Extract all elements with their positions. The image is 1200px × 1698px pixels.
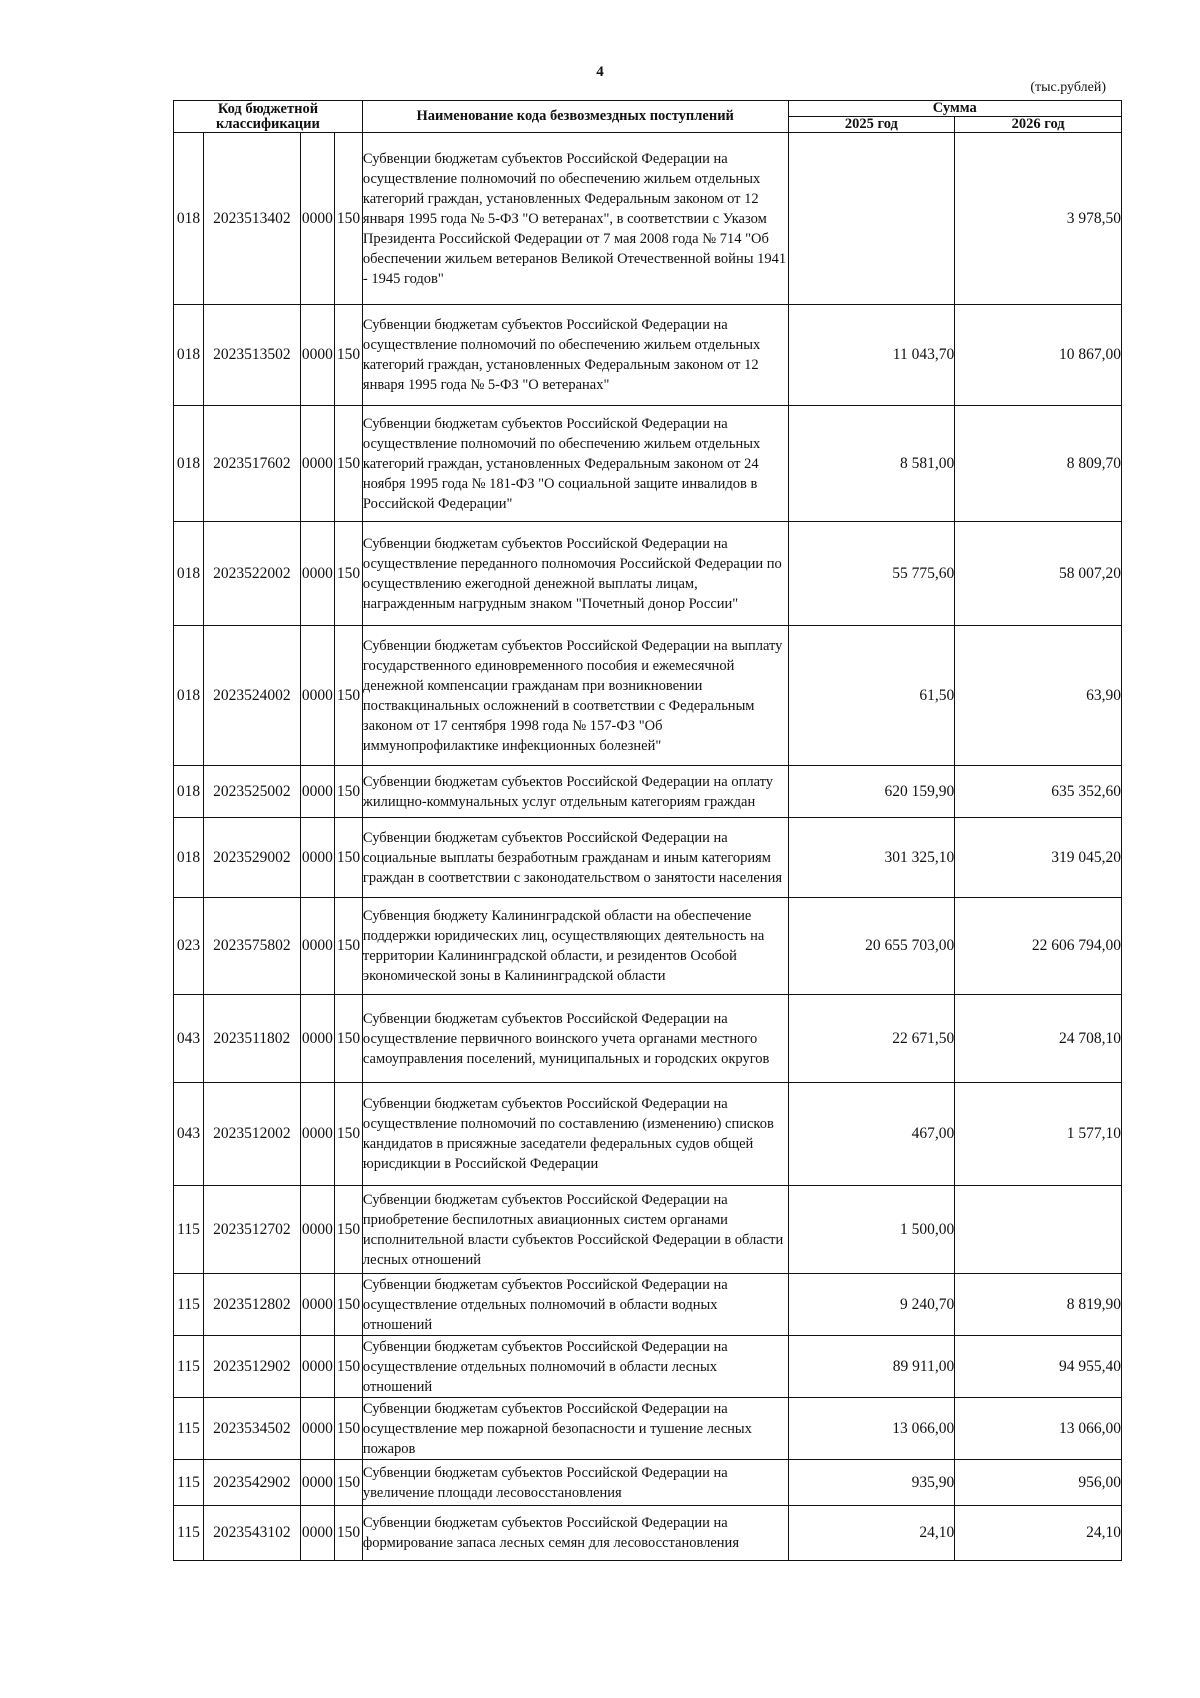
code-economic: 150: [335, 133, 363, 305]
header-sum: Сумма: [788, 101, 1121, 117]
table-row: [174, 1186, 1122, 1274]
amount-2026: 956,00: [955, 1460, 1122, 1506]
table-row: [174, 766, 1122, 818]
code-economic: 150: [335, 1336, 363, 1398]
amount-2026: 3 978,50: [955, 133, 1122, 305]
amount-2026: 13 066,00: [955, 1398, 1122, 1460]
amount-2025: 20 655 703,00: [788, 898, 955, 995]
code-admin: 115: [174, 1398, 204, 1460]
amount-2026: 10 867,00: [955, 305, 1122, 406]
code-program: 0000: [300, 1083, 334, 1186]
amount-2026: 94 955,40: [955, 1336, 1122, 1398]
code-admin: 018: [174, 522, 204, 626]
amount-2025: 13 066,00: [788, 1398, 955, 1460]
header-code: Код бюджетной классификации: [174, 101, 363, 133]
code-economic: 150: [335, 766, 363, 818]
revenue-name: Субвенции бюджетам субъектов Российской Федерации на оплату жилищно-коммунальных услуг отдельным категориям граждан: [362, 766, 788, 818]
code-main: 2023542902: [204, 1460, 301, 1506]
code-program: 0000: [300, 1460, 334, 1506]
code-program: 0000: [300, 522, 334, 626]
revenue-name: Субвенции бюджетам субъектов Российской Федерации на выплату государственного единовременного пособия и ежемесячной денежной компенсации гражданам при возникновении поствакцинальных осложнений в соответствии с Федеральным законом от 17 сентября 1998 года № 157-ФЗ "Об иммунопрофилактике инфекционных болезней": [362, 626, 788, 766]
code-program: 0000: [300, 995, 334, 1083]
amount-2025: 89 911,00: [788, 1336, 955, 1398]
amount-2025: 1 500,00: [788, 1186, 955, 1274]
code-main: 2023525002: [204, 766, 301, 818]
amount-2025: 301 325,10: [788, 818, 955, 898]
amount-2026: 58 007,20: [955, 522, 1122, 626]
header-name: Наименование кода безвозмездных поступлений: [362, 101, 788, 133]
amount-2026: 319 045,20: [955, 818, 1122, 898]
header-year-2026: 2026 год: [955, 117, 1122, 133]
code-main: 2023529002: [204, 818, 301, 898]
code-program: 0000: [300, 406, 334, 522]
revenue-name: Субвенции бюджетам субъектов Российской Федерации на осуществление отдельных полномочий в области водных отношений: [362, 1274, 788, 1336]
amount-2026: 63,90: [955, 626, 1122, 766]
code-program: 0000: [300, 1274, 334, 1336]
code-economic: 150: [335, 1274, 363, 1336]
amount-2026: 22 606 794,00: [955, 898, 1122, 995]
code-program: 0000: [300, 305, 334, 406]
table-row: [174, 1398, 1122, 1460]
code-economic: 150: [335, 1506, 363, 1561]
revenue-name: Субвенции бюджетам субъектов Российской Федерации на приобретение беспилотных авиационных систем органами исполнительной власти субъектов Российской Федерации в области лесных отношений: [362, 1186, 788, 1274]
revenue-name: Субвенции бюджетам субъектов Российской Федерации на осуществление мер пожарной безопасности и тушение лесных пожаров: [362, 1398, 788, 1460]
revenue-name: Субвенции бюджетам субъектов Российской Федерации на увеличение площади лесовосстановления: [362, 1460, 788, 1506]
code-admin: 018: [174, 305, 204, 406]
code-program: 0000: [300, 1186, 334, 1274]
code-main: 2023524002: [204, 626, 301, 766]
code-admin: 018: [174, 133, 204, 305]
code-admin: 018: [174, 626, 204, 766]
code-admin: 043: [174, 995, 204, 1083]
revenue-name: Субвенции бюджетам субъектов Российской Федерации на формирование запаса лесных семян для лесовосстановления: [362, 1506, 788, 1561]
code-main: 2023511802: [204, 995, 301, 1083]
code-main: 2023512902: [204, 1336, 301, 1398]
table-row: [174, 1336, 1122, 1398]
code-program: 0000: [300, 766, 334, 818]
code-economic: 150: [335, 406, 363, 522]
code-economic: 150: [335, 305, 363, 406]
amount-2026: 8 819,90: [955, 1274, 1122, 1336]
code-main: 2023534502: [204, 1398, 301, 1460]
code-main: 2023512802: [204, 1274, 301, 1336]
code-program: 0000: [300, 818, 334, 898]
code-admin: 018: [174, 766, 204, 818]
amount-2025: 11 043,70: [788, 305, 955, 406]
amount-2026: [955, 1186, 1122, 1274]
code-program: 0000: [300, 1336, 334, 1398]
units-label: (тыс.рублей): [1030, 80, 1106, 95]
table-row: [174, 818, 1122, 898]
code-admin: 018: [174, 818, 204, 898]
amount-2025: 55 775,60: [788, 522, 955, 626]
code-program: 0000: [300, 626, 334, 766]
code-economic: 150: [335, 995, 363, 1083]
amount-2025: 61,50: [788, 626, 955, 766]
code-program: 0000: [300, 1398, 334, 1460]
code-economic: 150: [335, 1186, 363, 1274]
code-economic: 150: [335, 626, 363, 766]
table-row: [174, 1083, 1122, 1186]
amount-2026: 635 352,60: [955, 766, 1122, 818]
table-row: [174, 898, 1122, 995]
code-main: 2023575802: [204, 898, 301, 995]
table-row: [174, 626, 1122, 766]
amount-2025: 467,00: [788, 1083, 955, 1186]
code-economic: 150: [335, 1083, 363, 1186]
table-row: [174, 305, 1122, 406]
code-economic: 150: [335, 1398, 363, 1460]
code-main: 2023513502: [204, 305, 301, 406]
amount-2025: 22 671,50: [788, 995, 955, 1083]
amount-2025: 935,90: [788, 1460, 955, 1506]
amount-2025: 24,10: [788, 1506, 955, 1561]
table-row: [174, 1506, 1122, 1561]
code-admin: 115: [174, 1506, 204, 1561]
code-admin: 018: [174, 406, 204, 522]
amount-2025: [788, 133, 955, 305]
code-economic: 150: [335, 898, 363, 995]
table-row: [174, 406, 1122, 522]
amount-2026: 1 577,10: [955, 1083, 1122, 1186]
budget-table: [173, 100, 1122, 1561]
code-main: 2023517602: [204, 406, 301, 522]
revenue-name: Субвенции бюджетам субъектов Российской Федерации на социальные выплаты безработным гражданам и иным категориям граждан в соответствии с законодательством о занятости населения: [362, 818, 788, 898]
code-admin: 115: [174, 1336, 204, 1398]
amount-2026: 24,10: [955, 1506, 1122, 1561]
amount-2026: 24 708,10: [955, 995, 1122, 1083]
revenue-name: Субвенция бюджету Калининградской области на обеспечение поддержки юридических лиц, осуществляющих деятельность на территории Калининградской области, и резидентов Особой экономической зоны в Калининградской области: [362, 898, 788, 995]
code-admin: 023: [174, 898, 204, 995]
amount-2025: 9 240,70: [788, 1274, 955, 1336]
code-main: 2023543102: [204, 1506, 301, 1561]
amount-2025: 8 581,00: [788, 406, 955, 522]
code-admin: 043: [174, 1083, 204, 1186]
code-economic: 150: [335, 818, 363, 898]
code-program: 0000: [300, 1506, 334, 1561]
code-economic: 150: [335, 522, 363, 626]
table-row: [174, 133, 1122, 305]
table-row: [174, 1274, 1122, 1336]
revenue-name: Субвенции бюджетам субъектов Российской Федерации на осуществление полномочий по обеспечению жильем отдельных категорий граждан, установленных Федеральным законом от 24 ноября 1995 года № 181-ФЗ "О социальной защите инвалидов в Российской Федерации": [362, 406, 788, 522]
revenue-name: Субвенции бюджетам субъектов Российской Федерации на осуществление полномочий по обеспечению жильем отдельных категорий граждан, установленных Федеральным законом от 12 января 1995 года № 5-ФЗ "О ветеранах": [362, 305, 788, 406]
code-program: 0000: [300, 133, 334, 305]
revenue-name: Субвенции бюджетам субъектов Российской Федерации на осуществление полномочий по составлению (изменению) списков кандидатов в присяжные заседатели федеральных судов общей юрисдикции в Российской Федерации: [362, 1083, 788, 1186]
code-admin: 115: [174, 1274, 204, 1336]
table-body: [174, 133, 1122, 1561]
table-row: [174, 522, 1122, 626]
code-admin: 115: [174, 1186, 204, 1274]
code-main: 2023512702: [204, 1186, 301, 1274]
code-main: 2023522002: [204, 522, 301, 626]
header-year-2025: 2025 год: [788, 117, 955, 133]
table-row: [174, 1460, 1122, 1506]
code-main: 2023512002: [204, 1083, 301, 1186]
code-program: 0000: [300, 898, 334, 995]
amount-2025: 620 159,90: [788, 766, 955, 818]
amount-2026: 8 809,70: [955, 406, 1122, 522]
revenue-name: Субвенции бюджетам субъектов Российской Федерации на осуществление первичного воинского учета органами местного самоуправления поселений, муниципальных и городских округов: [362, 995, 788, 1083]
code-main: 2023513402: [204, 133, 301, 305]
page-number: 4: [596, 64, 604, 80]
revenue-name: Субвенции бюджетам субъектов Российской Федерации на осуществление переданного полномочия Российской Федерации по осуществлению ежегодной денежной выплаты лицам, награжденным нагрудным знаком "Почетный донор России": [362, 522, 788, 626]
code-economic: 150: [335, 1460, 363, 1506]
revenue-name: Субвенции бюджетам субъектов Российской Федерации на осуществление полномочий по обеспечению жильем отдельных категорий граждан, установленных Федеральным законом от 12 января 1995 года № 5-ФЗ "О ветеранах", в соответствии с Указом Президента Российской Федерации от 7 мая 2008 года № 714 "Об обеспечении жильем ветеранов Великой Отечественной войны 1941 - 1945 годов": [362, 133, 788, 305]
code-admin: 115: [174, 1460, 204, 1506]
table-row: [174, 995, 1122, 1083]
revenue-name: Субвенции бюджетам субъектов Российской Федерации на осуществление отдельных полномочий в области лесных отношений: [362, 1336, 788, 1398]
